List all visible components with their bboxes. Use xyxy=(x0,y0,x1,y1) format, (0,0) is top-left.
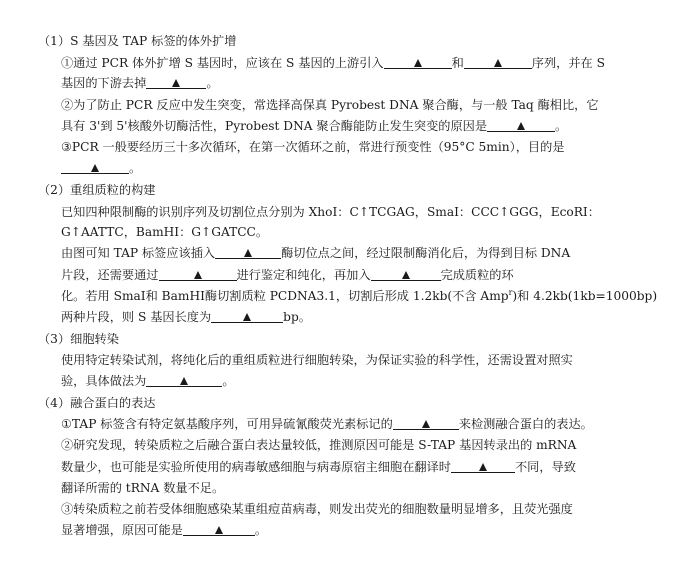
triangle-icon xyxy=(243,313,251,321)
triangle-icon xyxy=(422,420,430,428)
answer-blank-s1-q1-3[interactable] xyxy=(146,76,206,89)
s4-q2-line3: 翻译所需的 tRNA 数量不足。 xyxy=(61,481,225,495)
s3-text-p2a: 验，具体做法为 xyxy=(61,374,147,388)
answer-blank-s1-q2[interactable] xyxy=(487,119,555,132)
triangle-icon xyxy=(194,271,202,279)
s2-text-p5sup: r xyxy=(508,287,513,297)
triangle-icon xyxy=(91,164,99,172)
s1-q3-text-e: 。 xyxy=(129,161,142,175)
triangle-icon xyxy=(402,271,410,279)
s4-text-q3b1: 显著增强，原因可能是 xyxy=(61,523,183,537)
triangle-icon xyxy=(180,377,188,385)
answer-blank-s2-1[interactable] xyxy=(215,246,281,259)
s1-q1-text-c: 序列，并在 S xyxy=(531,56,605,70)
triangle-icon xyxy=(494,59,502,67)
section-3-title: （3）细胞转染 xyxy=(38,332,119,346)
s4-text-q1a: ①TAP 标签含有特定氨基酸序列，可用异硫氰酸荧光素标记的 xyxy=(61,417,393,431)
answer-blank-s2-4[interactable] xyxy=(211,310,283,323)
s1-q2-text-b: 具有 3'到 5'核酸外切酶活性，Pyrobest DNA 聚合酶能防止发生突变的原因是 xyxy=(61,119,488,133)
answer-blank-s1-q1-2[interactable] xyxy=(464,56,532,69)
s1-q1-text-e: 。 xyxy=(206,76,219,90)
s2-line1: 已知四种限制酶的识别序列及切割位点分别为 XhoI：C↑TCGAG，SmaI：CCC↑GGG，EcoRI： xyxy=(61,205,600,219)
s1-q3-line1: ③PCR 一般要经历三十多次循环，在第一次循环之前，常进行预变性（95°C 5min），目的是 xyxy=(61,140,565,154)
s1-q3-line2 xyxy=(61,160,141,176)
s3-line1: 使用特定转染试剂，将纯化后的重组质粒进行细胞转染，为保证实验的科学性，还需设置对照实 xyxy=(61,353,573,367)
answer-blank-s4-q2[interactable] xyxy=(451,460,515,473)
s1-q1-line1 xyxy=(61,55,605,71)
s2-text-p6b: bp。 xyxy=(283,310,311,324)
s2-text-p5b: )和 4.2kb(1kb=1000bp) xyxy=(512,289,658,303)
s3-line2 xyxy=(61,373,235,389)
s1-q1-text-b: 和 xyxy=(451,56,464,70)
s3-text-p2b: 。 xyxy=(222,374,235,388)
answer-blank-s4-q3[interactable] xyxy=(183,523,255,536)
section-2-title: （2）重组质粒的构建 xyxy=(38,183,156,197)
s2-text-p3b: 酶切位点之间，经过限制酶消化后，为得到目标 DNA xyxy=(281,246,571,260)
answer-blank-s4-q1[interactable] xyxy=(393,417,459,430)
s4-q3-line1: ③转染质粒之前若受体细胞感染某重组痘苗病毒，则发出荧光的细胞数量明显增多，且荧光强度 xyxy=(61,502,573,516)
s1-q1-text-d: 基因的下游去掉 xyxy=(61,76,147,90)
s4-q2-line1: ②研究发现，转染质粒之后融合蛋白表达量较低，推测原因可能是 S-TAP 基因转录出的 mRNA xyxy=(61,438,577,452)
s2-line6 xyxy=(61,309,311,325)
answer-blank-s2-2[interactable] xyxy=(159,268,237,281)
answer-blank-s1-q3[interactable] xyxy=(61,161,129,174)
section-4-title: （4）融合蛋白的表达 xyxy=(38,396,156,410)
s2-line2: G↑AATTC，BamHI：G↑GATCC。 xyxy=(61,225,269,239)
s4-q3-line2 xyxy=(61,522,267,538)
s4-text-q3b2: 。 xyxy=(254,523,268,537)
triangle-icon xyxy=(215,526,223,534)
s2-line3 xyxy=(61,245,570,261)
s4-text-q2b1: 数量少，也可能是实验所使用的病毒敏感细胞与病毒原宿主细胞在翻译时 xyxy=(61,460,451,474)
s1-q2-line2 xyxy=(61,118,567,134)
triangle-icon xyxy=(414,59,422,67)
s2-line4 xyxy=(61,267,514,283)
triangle-icon xyxy=(517,122,525,130)
s2-text-p4c: 完成质粒的环 xyxy=(440,268,514,282)
s4-q1-line xyxy=(61,416,593,432)
s2-text-p3a: 由图可知 TAP 标签应该插入 xyxy=(61,246,216,260)
s1-q1-line2 xyxy=(61,75,219,91)
s2-text-p4b: 进行鉴定和纯化，再加入 xyxy=(236,268,371,282)
s1-q1-text-a: ①通过 PCR 体外扩增 S 基因时，应该在 S 基因的上游引入 xyxy=(61,56,384,70)
s4-text-q1b: 来检测融合蛋白的表达。 xyxy=(458,417,593,431)
triangle-icon xyxy=(244,249,252,257)
s1-q2-text-c: 。 xyxy=(555,119,568,133)
s2-text-p5a: 化。若用 SmaI和 BamHI酶切割质粒 PCDNA3.1，切割后形成 1.2kb(不含 Amp xyxy=(61,289,509,303)
s2-text-p4a: 片段，还需要通过 xyxy=(61,268,159,282)
s1-q2-line1: ②为了防止 PCR 反应中发生突变，常选择高保真 Pyrobest DNA 聚合酶，与一般 Taq 酶相比，它 xyxy=(61,98,599,112)
section-1-title: （1）S 基因及 TAP 标签的体外扩增 xyxy=(38,34,237,48)
answer-blank-s3[interactable] xyxy=(146,374,222,387)
answer-blank-s2-3[interactable] xyxy=(371,268,441,281)
s4-text-q2b2: 不同，导致 xyxy=(515,460,576,474)
s2-line5 xyxy=(61,288,657,304)
triangle-icon xyxy=(479,463,487,471)
answer-blank-s1-q1-1[interactable] xyxy=(384,56,452,69)
s2-text-p6a: 两种片段，则 S 基因长度为 xyxy=(61,310,212,324)
triangle-icon xyxy=(172,79,180,87)
s4-q2-line2 xyxy=(61,459,576,475)
